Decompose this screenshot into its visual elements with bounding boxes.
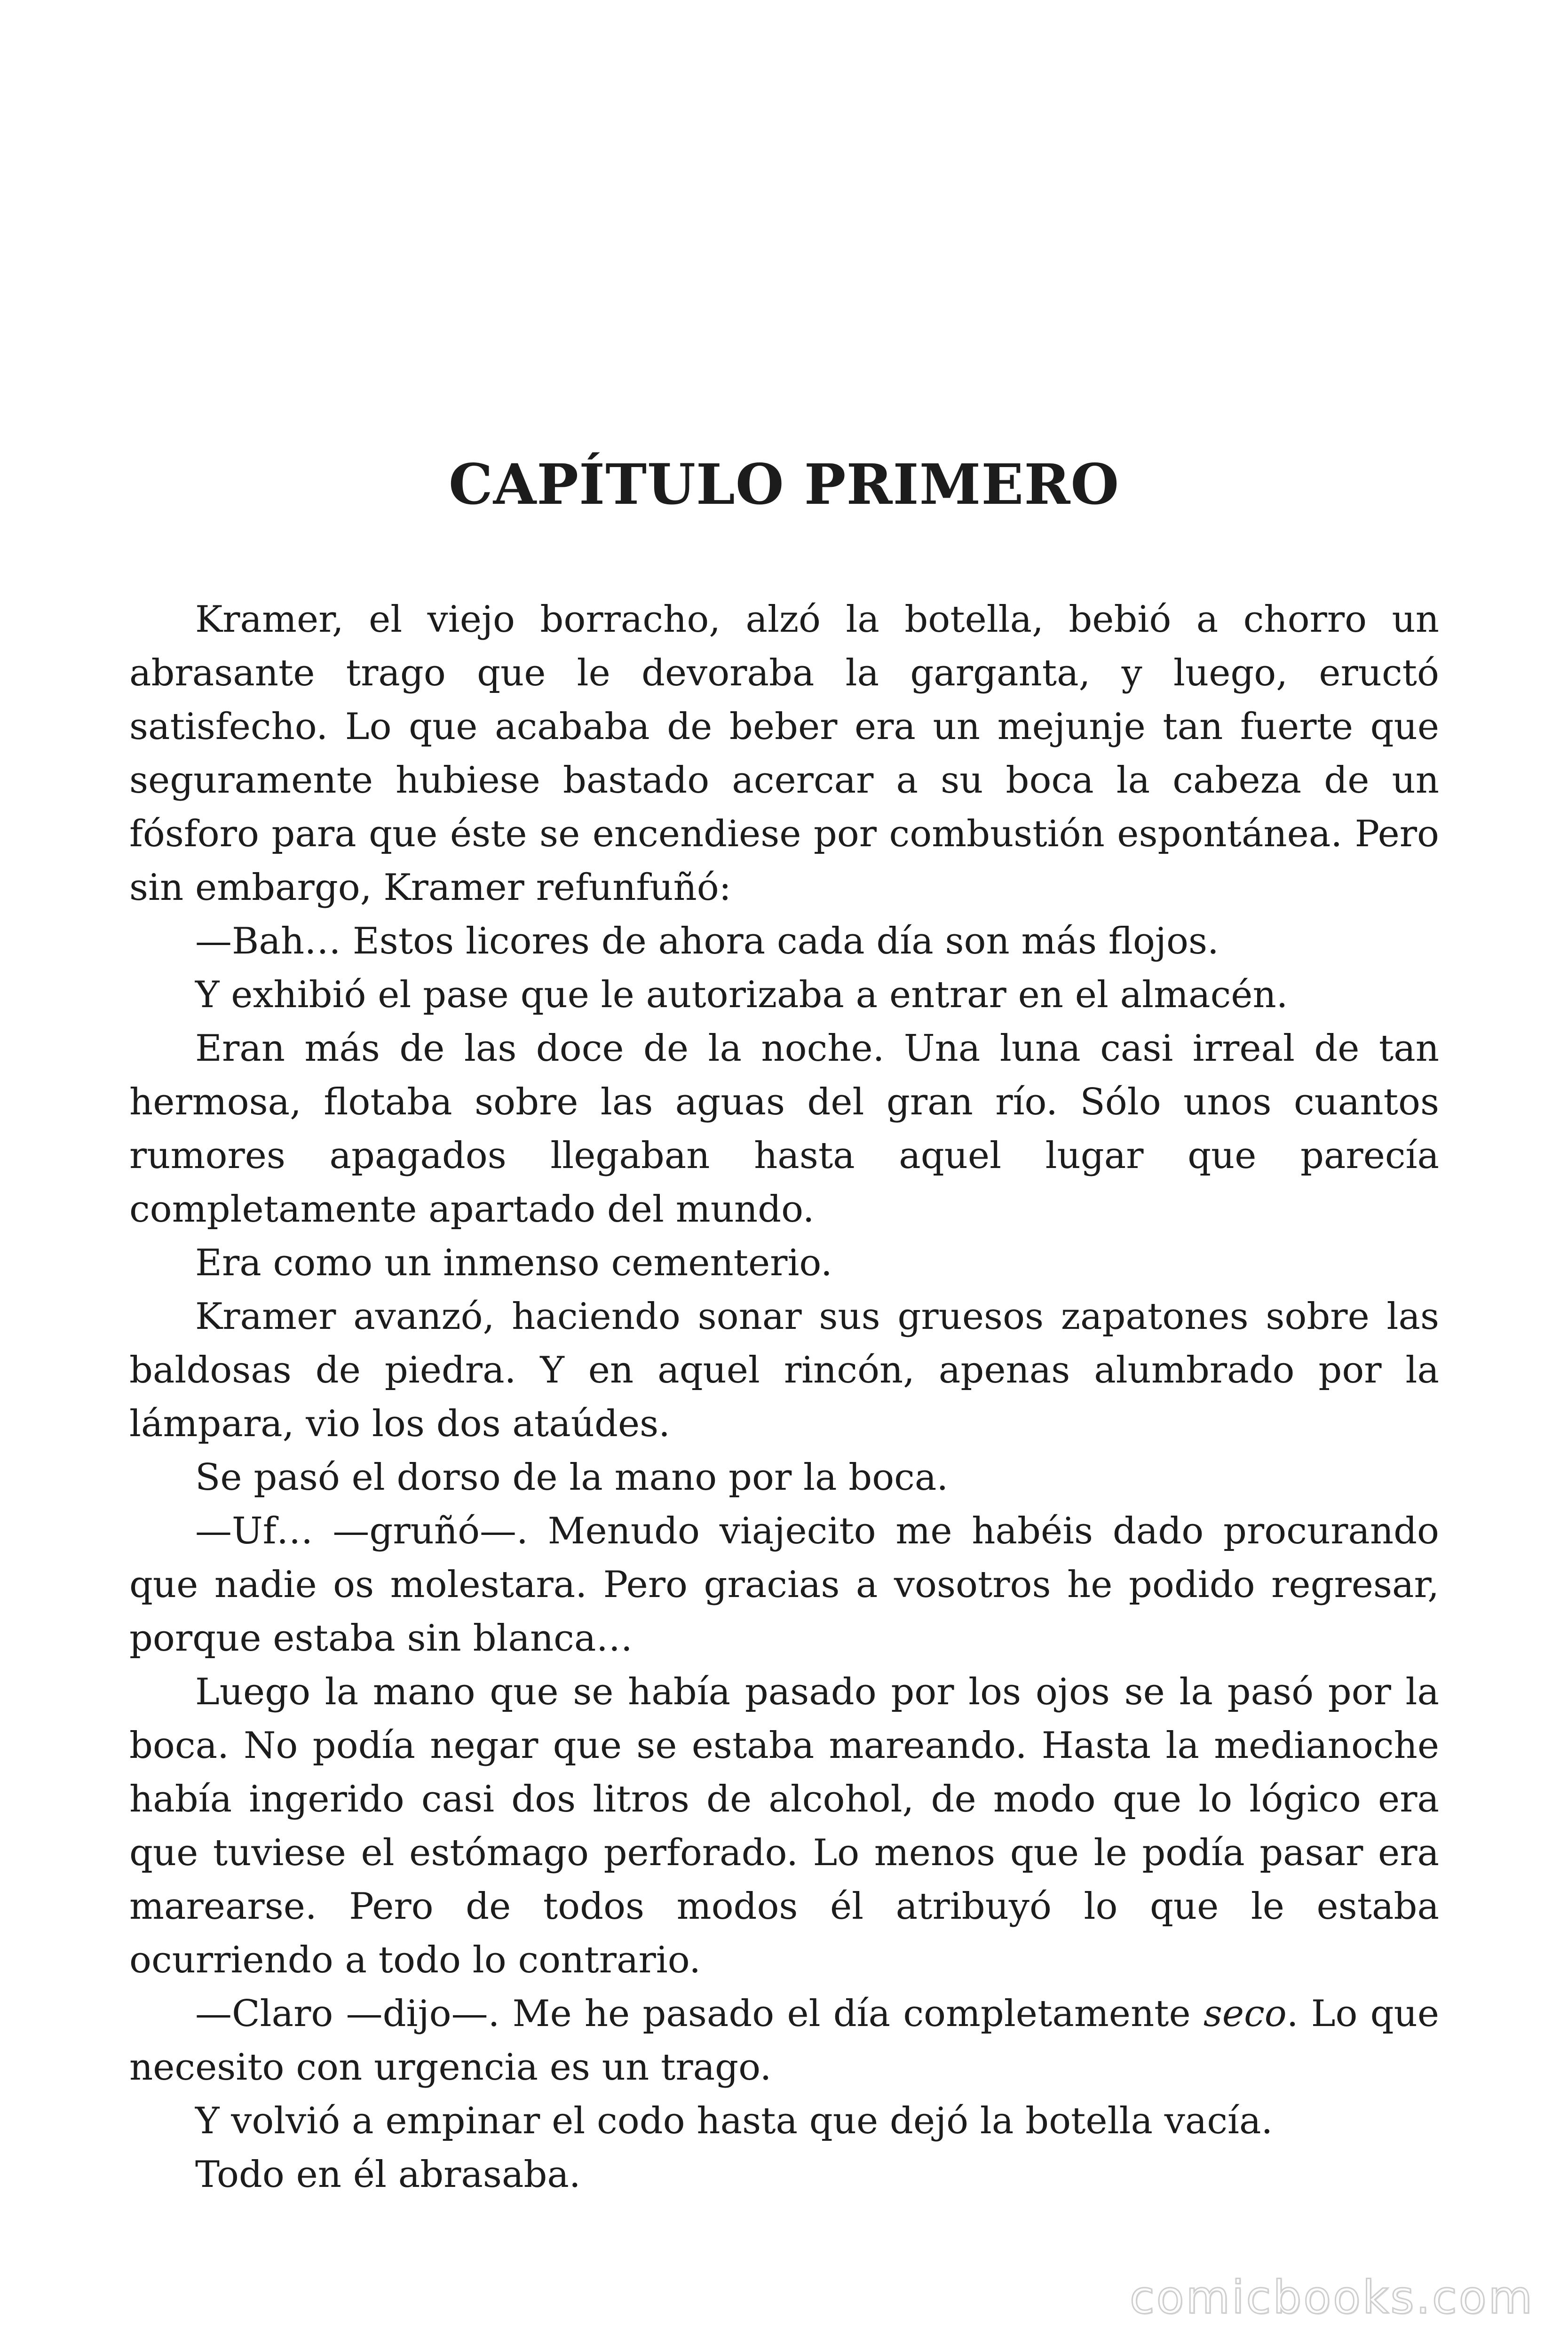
paragraph: Kramer avanzó, haciendo sonar sus gruesos zapatones sobre las baldosas de piedra. Y en aquel rincón, apenas alumbrado por la lámpara, vio los dos ataúdes. [129, 1295, 1439, 1445]
paragraph-with-emphasis [129, 1987, 1439, 2094]
chapter-body [129, 593, 1439, 2201]
paragraph: Todo en él abrasaba. [195, 2153, 581, 2196]
paragraph: —Uf… —gruñó—. Menudo viajecito me habéis dado procurando que nadie os molestara. Pero gracias a vosotros he podido regresar, porque estaba sin blanca… [129, 1510, 1439, 1660]
paragraph: Y exhibió el pase que le autorizaba a entrar en el almacén. [195, 974, 1288, 1016]
watermark: comicbooks.com [1129, 2271, 1534, 2324]
paragraph-text-end: . Lo que necesito con urgencia es un trago. [129, 1993, 1439, 2089]
chapter-title: CAPÍTULO PRIMERO [448, 452, 1120, 517]
paragraph-text-start: —Claro —dijo—. Me he pasado el día completamente [195, 1993, 1204, 2035]
paragraph: Y volvió a empinar el codo hasta que dejó la botella vacía. [195, 2100, 1273, 2142]
paragraph: Eran más de las doce de la noche. Una luna casi irreal de tan hermosa, flotaba sobre las aguas del gran río. Sólo unos cuantos rumores apagados llegaban hasta aquel lugar que parecía completamente apartado del mundo. [129, 1027, 1439, 1231]
paragraph: Era como un inmenso cementerio. [195, 1242, 832, 1284]
paragraph: Kramer, el viejo borracho, alzó la botella, bebió a chorro un abrasante trago que le devoraba la garganta, y luego, eructó satisfecho. Lo que acababa de beber era un mejunje tan fuerte que seguramente hubiese bastado acercar a su boca la cabeza de un fósforo para que éste se encendiese por combustión espontánea. Pero sin embargo, Kramer refunfuñó: [129, 598, 1439, 909]
paragraph: —Bah… Estos licores de ahora cada día son más flojos. [195, 920, 1219, 962]
paragraph: Se pasó el dorso de la mano por la boca. [195, 1456, 949, 1499]
emphasized-word: seco [1203, 1993, 1287, 2035]
paragraph: Luego la mano que se había pasado por los ojos se la pasó por la boca. No podía negar que se estaba mareando. Hasta la medianoche había ingerido casi dos litros de alcohol, de modo que lo lógico era que tuviese el estómago perforado. Lo menos que le podía pasar era marearse. Pero de todos modos él atribuyó lo que le estaba ocurriendo a todo lo contrario. [129, 1671, 1439, 1981]
